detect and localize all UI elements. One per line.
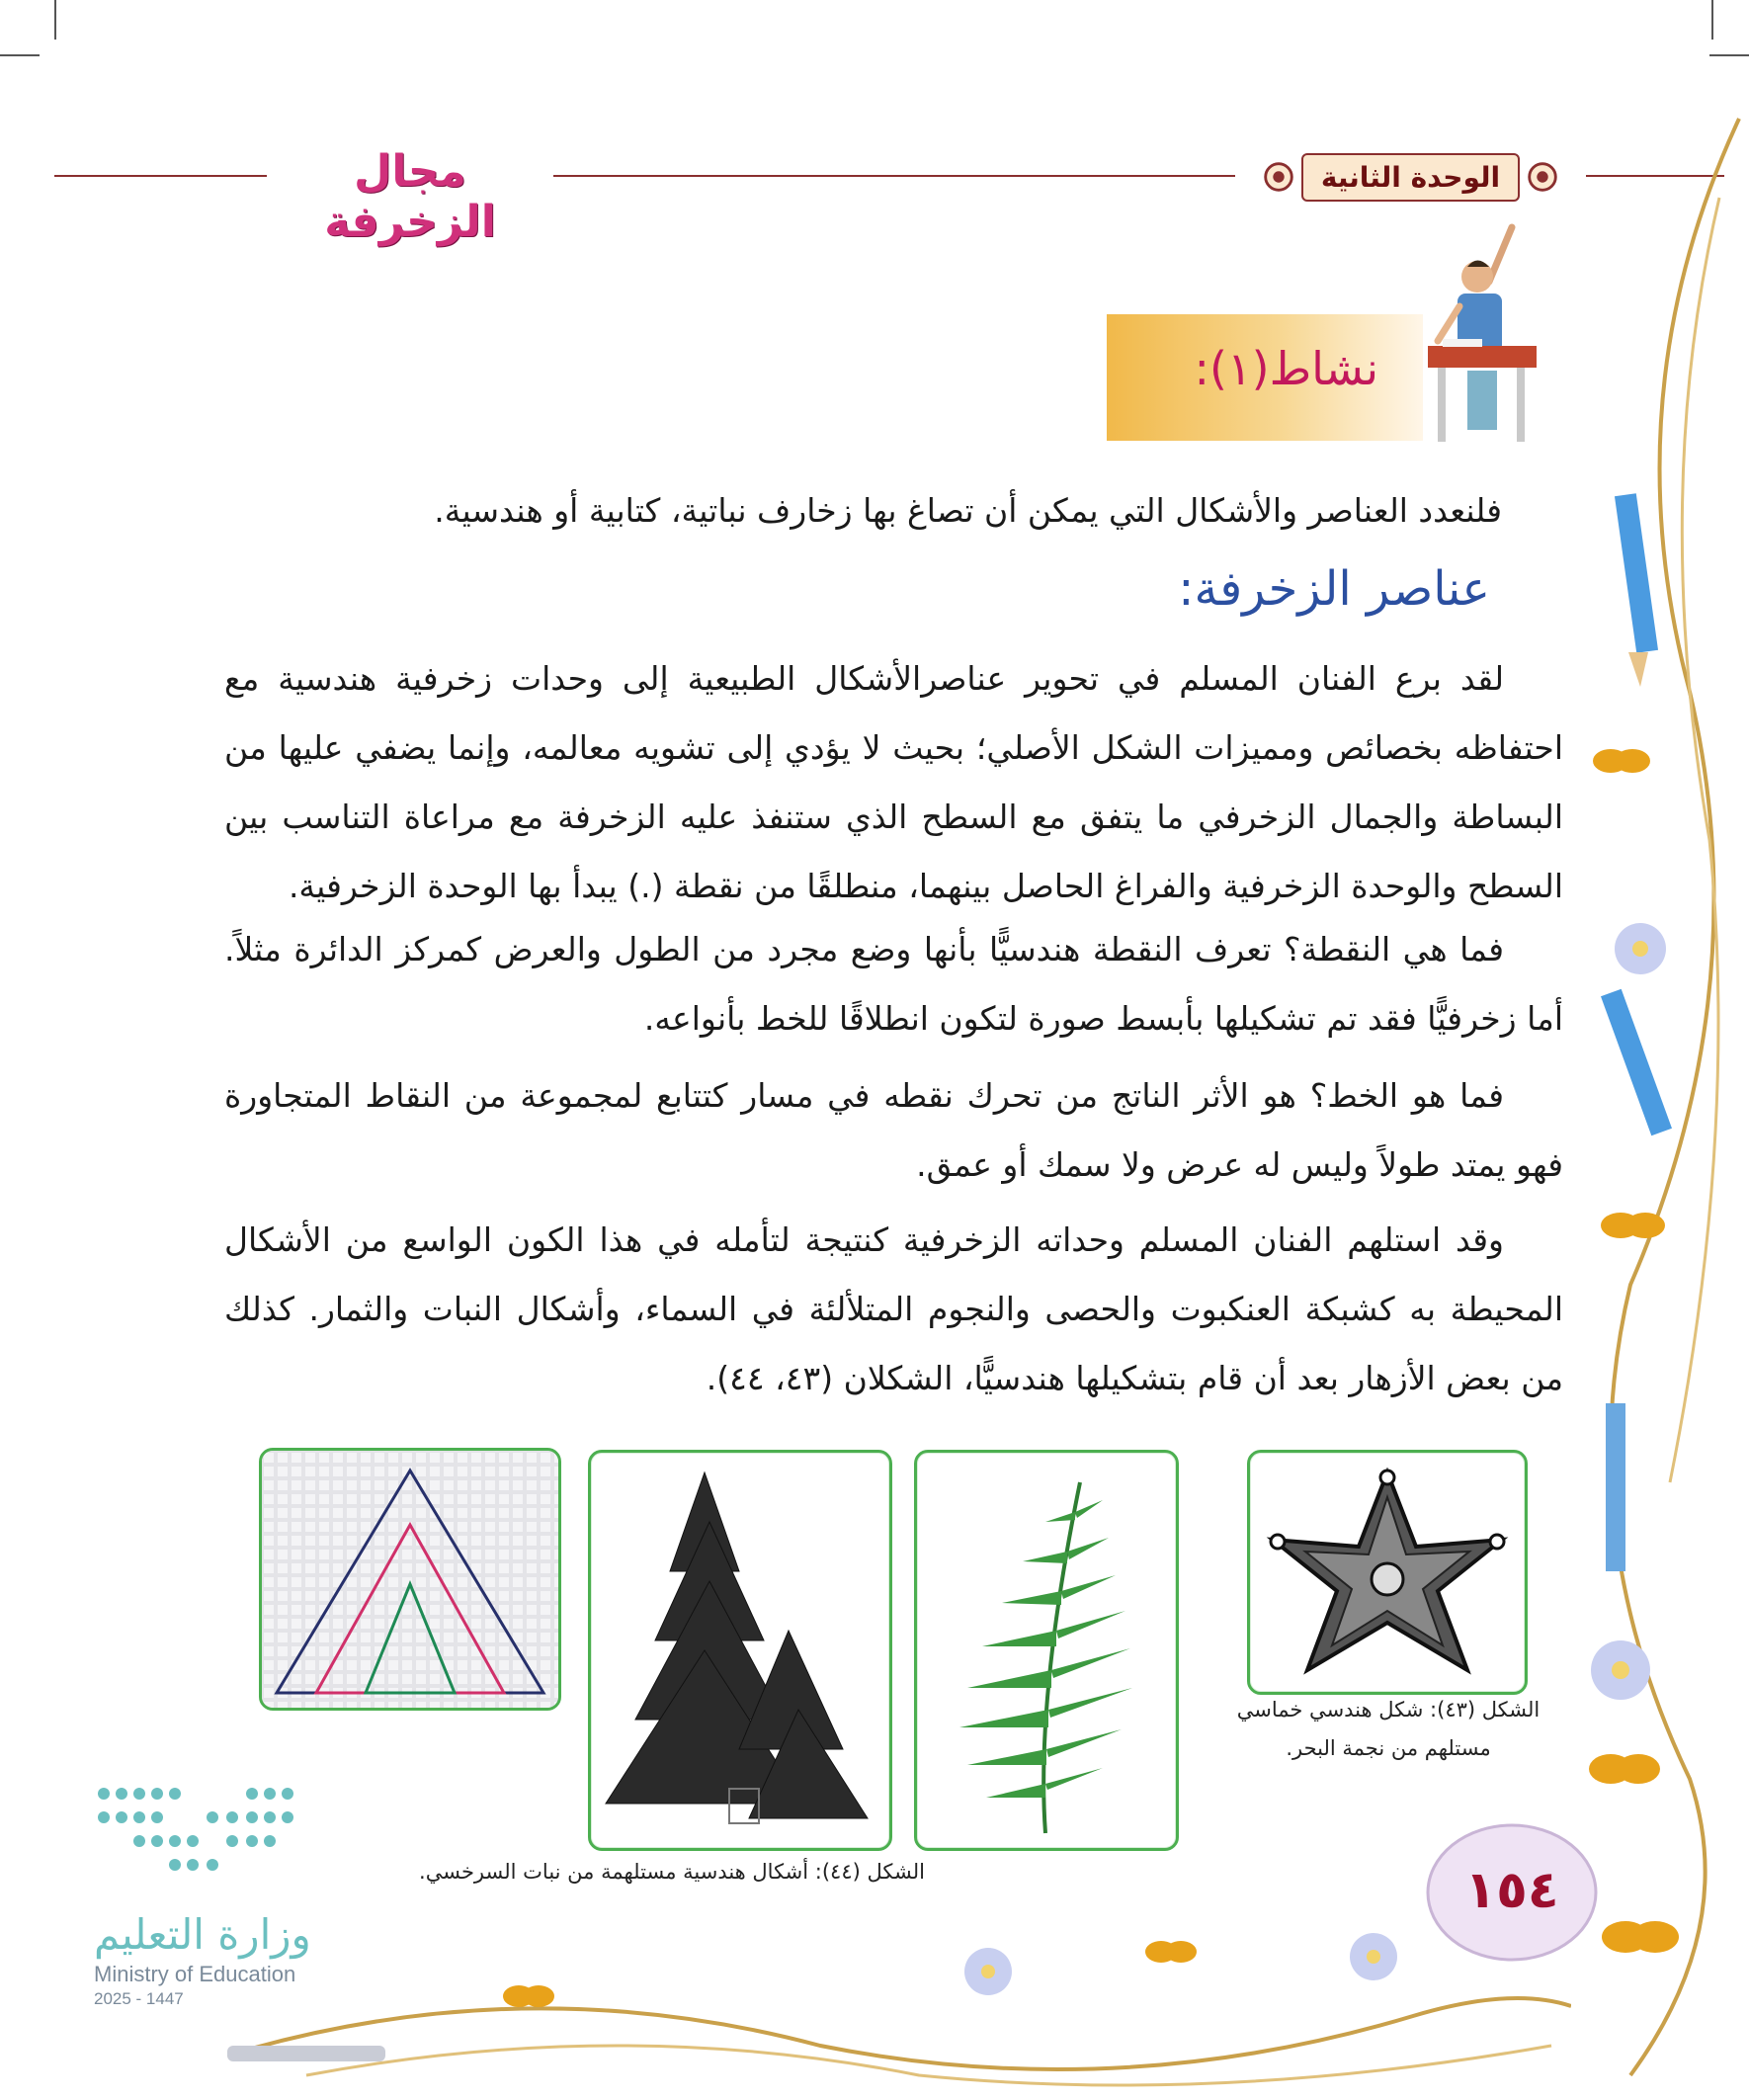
paragraph: لقد برع الفنان المسلم في تحوير عناصرالأشكال الطبيعية إلى وحدات زخرفية هندسية مع احتفاظه بخصائص ومميزات الشكل الأصلي؛ بحيث لا يؤدي إلى تشويه معالمه، وإنما يضفي عليها من البساطة والجمال الزخرفي ما يتفق مع السطح الذي ستنفذ عليه الزخرفة مع مراعاة التناسب بين السطح والوحدة الزخرفية والفراغ الحاصل بينهما، منطلقًا من نقطة (.) يبدأ بها الوحدة الزخرفية. <box>224 659 1563 905</box>
pencil-icon <box>1615 493 1658 687</box>
nested-triangles-figure <box>262 1451 558 1708</box>
ministry-name-english: Ministry of Education <box>94 1962 296 1986</box>
ornament-icon <box>1524 158 1561 196</box>
paragraph: وقد استلهم الفنان المسلم وحداته الزخرفية كنتيجة لتأمله في هذا الكون الواسع من الأشكال المحيطة به كشبكة العنكبوت والحصى والنجوم المتلألئة في السماء، وأشكال النبات والثمار. كذلك من بعض الأزهار بعد أن قام بتشكيلها هندسيًّا، الشكلان (٤٣، ٤٤). <box>224 1220 1563 1397</box>
figure-starfish-frame <box>1247 1450 1528 1695</box>
header-rule-middle <box>553 175 1235 177</box>
pencil-icon <box>1606 1403 1625 1571</box>
student-illustration <box>1428 222 1551 445</box>
paintbrush-icon <box>227 2046 385 2061</box>
figure-43-caption: مستلهم من نجمة البحر. <box>1286 1736 1491 1760</box>
ministry-name-arabic: وزارة التعليم <box>94 1910 311 1959</box>
figure-triangles-frame <box>259 1448 561 1711</box>
header-rule-left <box>54 175 267 177</box>
decorative-border <box>1571 0 1749 2100</box>
butterfly-icon <box>1602 1921 1679 1953</box>
fractal-tree-figure <box>591 1453 889 1848</box>
figure-fractal-frame <box>588 1450 892 1851</box>
paragraph: فما هي النقطة؟ تعرف النقطة هندسيًّا بأنها وضع مجرد من الطول والعرض كمركز الدائرة مثلاً. أما زخرفيًّا فقد تم تشكيلها بأبسط صورة لتكون انطلاقًا للخط بأنواعه. <box>224 930 1563 1038</box>
figure-44-caption: الشكل (٤٤): أشكال هندسية مستلهمة من نبات السرخسي. <box>419 1860 925 1884</box>
butterfly-icon <box>1593 749 1650 773</box>
butterfly-icon <box>503 1985 554 2007</box>
butterfly-icon <box>1589 1754 1660 1784</box>
activity-label: نشاط(١): <box>1194 342 1378 395</box>
bottom-decoration <box>227 1907 1571 2100</box>
subheading: عناصر الزخرفة: <box>1178 561 1490 617</box>
flower-icon <box>964 1948 1012 1995</box>
intro-text: فلنعدد العناصر والأشكال التي يمكن أن تصاغ بها زخارف نباتية، كتابية أو هندسية. <box>434 491 1502 530</box>
starfish-figure <box>1250 1453 1525 1692</box>
unit-badge <box>1240 148 1581 206</box>
butterfly-icon <box>1601 1213 1665 1238</box>
figure-43-caption: الشكل (٤٣): شكل هندسي خماسي <box>1236 1698 1541 1722</box>
butterfly-icon <box>1145 1941 1197 1963</box>
flower-icon <box>1350 1933 1397 1980</box>
pencil-icon <box>1601 989 1672 1135</box>
paragraph: فما هو الخط؟ هو الأثر الناتج من تحرك نقطه في مسار كتتابع لمجموعة من النقاط المتجاورة فهو يمتد طولاً وليس له عرض ولا سمك أو عمق. <box>224 1076 1563 1184</box>
fern-figure <box>917 1453 1176 1848</box>
page-number: ١٥٤ <box>1464 1861 1559 1920</box>
activity-banner <box>1107 314 1423 441</box>
flower-icon <box>1615 923 1666 974</box>
edition-year: 2025 - 1447 <box>94 1989 184 2008</box>
section-title: مجال الزخرفة <box>324 146 496 247</box>
ornament-icon <box>1260 158 1297 196</box>
crop-mark <box>54 0 56 40</box>
unit-title: الوحدة الثانية <box>1301 153 1520 202</box>
flower-icon <box>1591 1640 1650 1700</box>
crop-mark <box>0 54 40 56</box>
figure-fern-frame <box>914 1450 1179 1851</box>
ministry-logo-icon <box>94 1784 311 1897</box>
